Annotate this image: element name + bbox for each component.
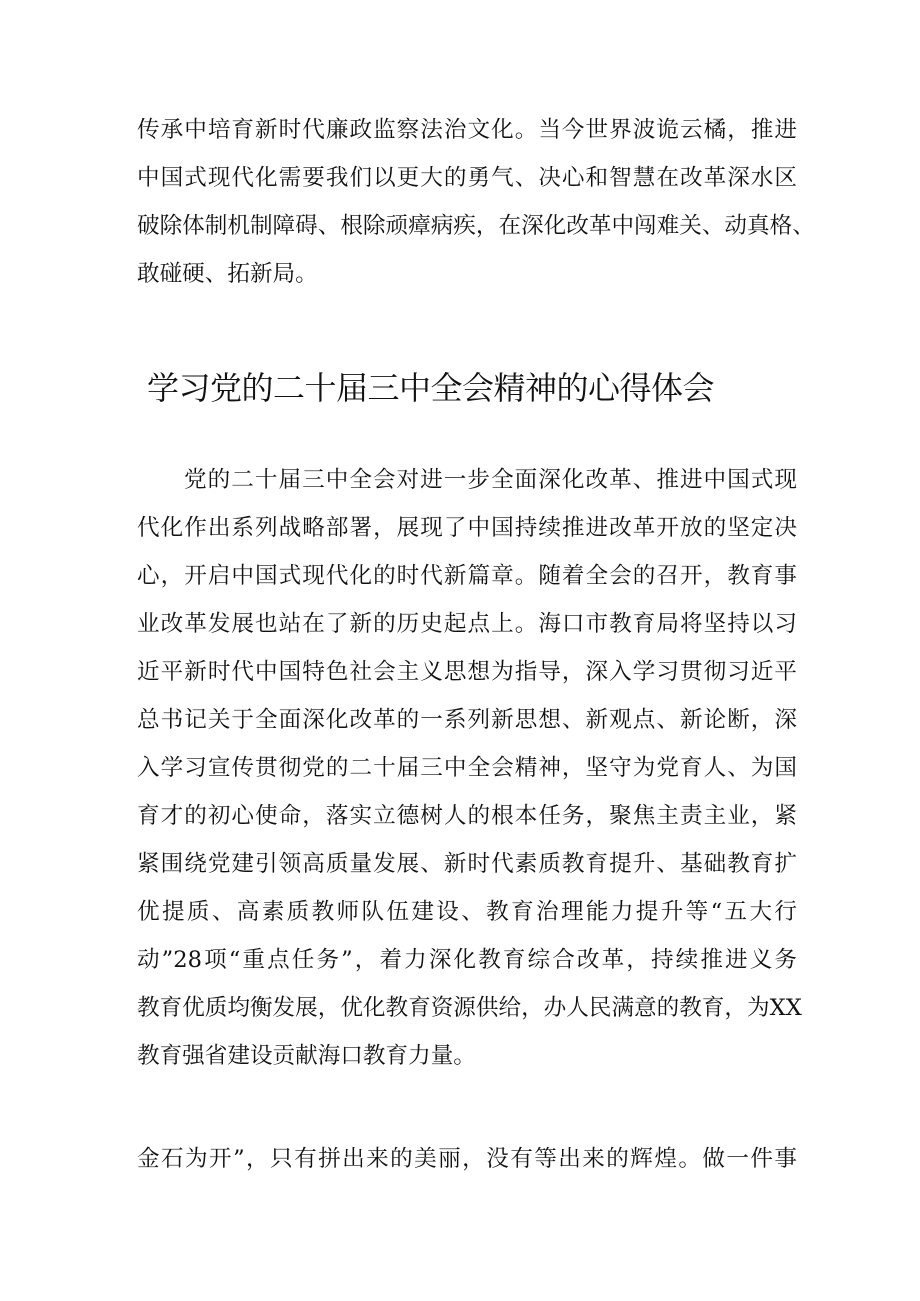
paragraph-line: 传承中培育新时代廉政监察法治文化。当今世界波诡云橘，推进 [137,117,797,143]
paragraph-line: 破除体制机制障碍、根除顽瘴病疾，在深化改革中闯难关、动真格、 [137,213,815,239]
paragraph-line: 业改革发展也站在了新的历史起点上。海口市教育局将坚持以习 [137,611,797,637]
paragraph-line: 动”28项“重点任务”，着力深化教育综合改革，持续推进义务 [137,947,797,973]
paragraph-line: 总书记关于全面深化改革的一系列新思想、新观点、新论断，深 [137,707,797,733]
paragraph-line: 优提质、高素质教师队伍建设、教育治理能力提升等“五大行 [137,899,797,925]
paragraph-line: 金石为开”，只有拼出来的美丽，没有等出来的辉煌。做一件事 [137,1146,797,1172]
paragraph-line: 入学习宣传贯彻党的二十届三中全会精神，坚守为党育人、为国 [137,755,797,781]
paragraph-line: 敢碰硬、拓新局。 [137,261,318,287]
paragraph-line: 紧围绕党建引领高质量发展、新时代素质教育提升、基础教育扩 [137,851,797,877]
document-title: 学习党的二十届三中全会精神的心得体会 [147,369,715,407]
paragraph-line: 教育强省建设贡献海口教育力量。 [137,1043,476,1069]
paragraph-line: 心，开启中国式现代化的时代新篇章。随着全会的召开，教育事 [137,563,797,589]
paragraph-line: 近平新时代中国特色社会主义思想为指导，深入学习贯彻习近平 [137,659,797,685]
paragraph-line: 育才的初心使命，落实立德树人的根本任务，聚焦主责主业，紧 [137,803,797,829]
paragraph-line: 党的二十届三中全会对进一步全面深化改革、推进中国式现 [184,467,797,493]
paragraph-line: 代化作出系列战略部署，展现了中国持续推进改革开放的坚定决 [137,515,797,541]
paragraph-line: 教育优质均衡发展，优化教育资源供给，办人民满意的教育，为XX [137,995,802,1021]
paragraph-line: 中国式现代化需要我们以更大的勇气、决心和智慧在改革深水区 [137,165,797,191]
